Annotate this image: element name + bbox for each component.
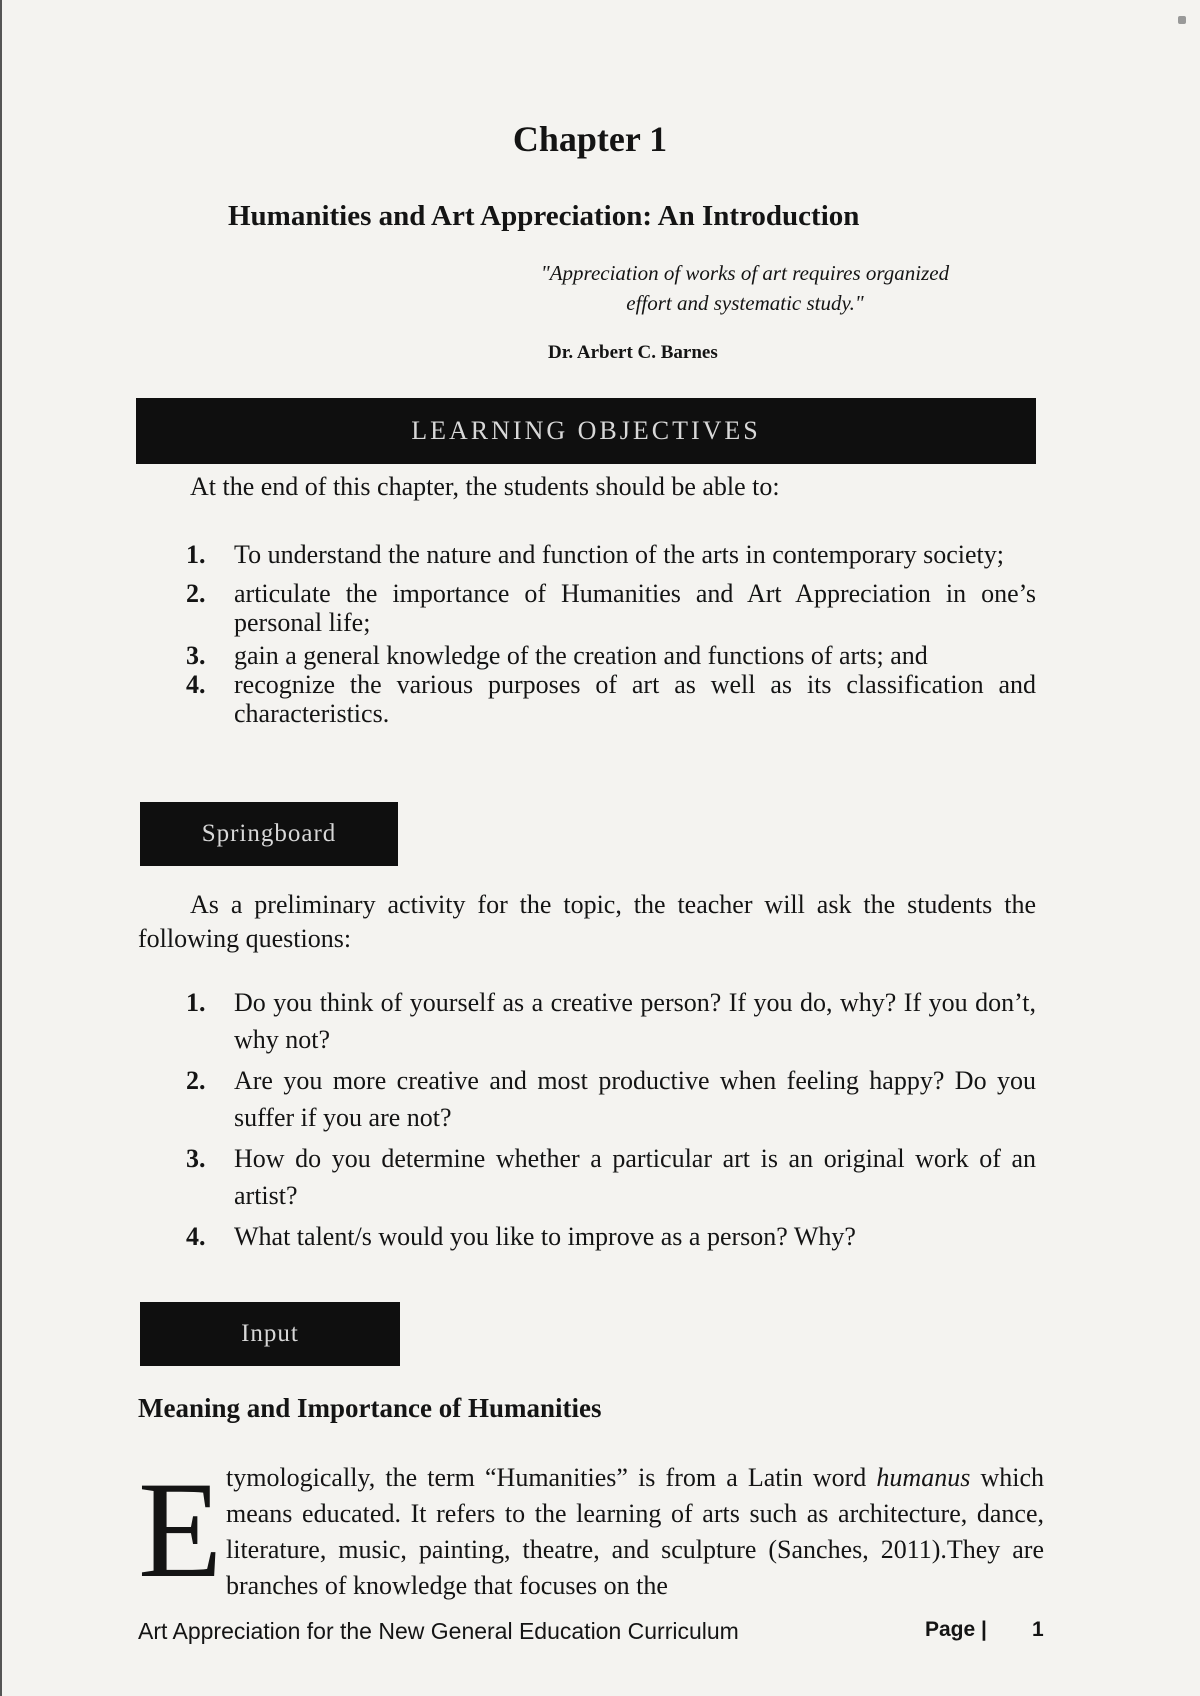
quote-line: "Appreciation of works of art requires organized [540, 261, 950, 285]
input-banner [140, 1302, 400, 1366]
paragraph-text: tymologically, the term “Humanities” is from a Latin word [226, 1463, 877, 1492]
page-edge [0, 0, 2, 1696]
learning-objectives-heading: LEARNING OBJECTIVES [411, 416, 761, 445]
list-text: How do you determine whether a particular art is an original work of an artist? [234, 1144, 1036, 1210]
list-text: recognize the various purposes of art as well as its classification and characteristics. [234, 670, 1036, 728]
learning-objectives-list [186, 540, 1036, 728]
quote-line: effort and systematic study." [626, 291, 864, 315]
quote-author: Dr. Arbert C. Barnes [548, 342, 718, 363]
epigraph-quote [500, 258, 990, 318]
list-text: articulate the importance of Humanities and Art Appreciation in one’s personal life; [234, 579, 1036, 637]
list-number: 3. [186, 1144, 206, 1173]
list-item [186, 540, 1036, 569]
springboard-questions-list [186, 984, 1036, 1259]
list-text: Do you think of yourself as a creative person? If you do, why? If you don’t, why not? [234, 988, 1036, 1054]
footer-book-title: Art Appreciation for the New General Education Curriculum [138, 1618, 739, 1644]
learning-objectives-intro: At the end of this chapter, the students should be able to: [190, 472, 780, 501]
list-item [186, 1062, 1036, 1136]
list-number: 4. [186, 670, 206, 699]
list-text: Are you more creative and most productive when feeling happy? Do you suffer if you are not? [234, 1066, 1036, 1132]
list-number: 4. [186, 1222, 206, 1251]
chapter-title: Chapter 1 [512, 119, 668, 159]
footer-page-label: Page | [925, 1618, 987, 1641]
latin-term: humanus [876, 1463, 971, 1492]
list-text: What talent/s would you like to improve as a person? Why? [234, 1222, 856, 1251]
list-item [186, 579, 1036, 637]
springboard-banner [140, 802, 398, 866]
footer-page-number: 1 [1032, 1618, 1044, 1641]
learning-objectives-banner [136, 398, 1036, 464]
input-heading: Input [241, 1320, 299, 1347]
body-paragraph [226, 1460, 1044, 1604]
list-number: 3. [186, 641, 206, 670]
list-item [186, 641, 1036, 670]
scan-speck [1178, 16, 1186, 24]
list-number: 1. [186, 540, 206, 569]
list-text: To understand the nature and function of the arts in contemporary society; [234, 540, 1004, 569]
section-heading: Meaning and Importance of Humanities [138, 1393, 602, 1423]
list-item [186, 1140, 1036, 1214]
list-text: gain a general knowledge of the creation and functions of arts; and [234, 641, 928, 670]
list-item [186, 984, 1036, 1058]
list-item [186, 1218, 1036, 1255]
paragraph-text: which means educated. It refers to the learning of arts such as architecture, dance, literature, music, painting, theatre, and sculpture (Sanches, 2011).They are branches of knowledge that focuses on the [226, 1463, 1044, 1600]
list-number: 2. [186, 1066, 206, 1095]
list-number: 2. [186, 579, 206, 608]
chapter-subtitle: Humanities and Art Appreciation: An Introduction [228, 200, 860, 232]
drop-cap: E [138, 1453, 223, 1606]
springboard-intro: As a preliminary activity for the topic, the teacher will ask the students the following questions: [138, 890, 1036, 953]
list-number: 1. [186, 988, 206, 1017]
list-item [186, 670, 1036, 728]
springboard-heading: Springboard [201, 820, 337, 847]
